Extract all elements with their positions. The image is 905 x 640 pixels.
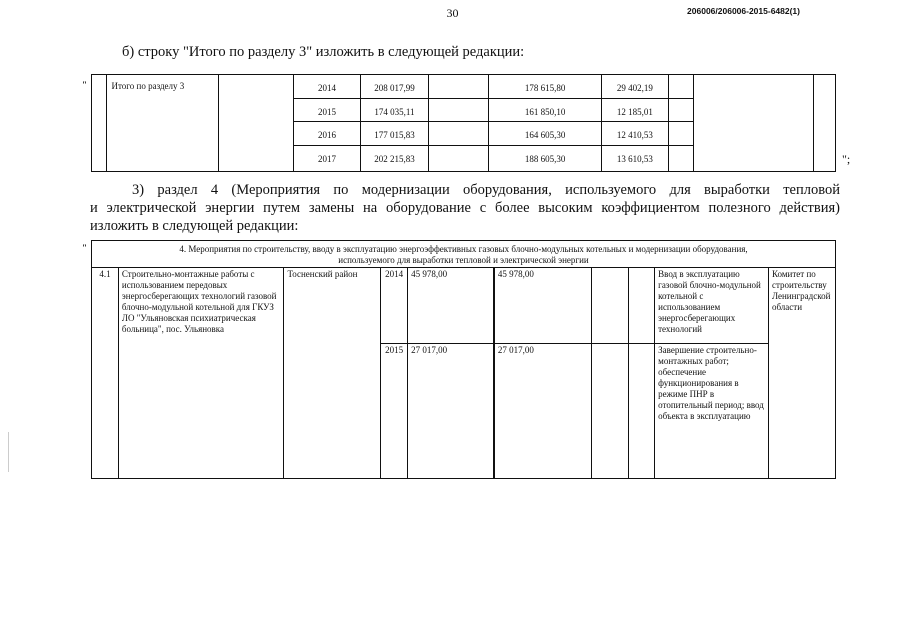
paragraph-line: изложить в следующей редакции: [90, 218, 299, 234]
total-cell: 27 017,00 [408, 344, 494, 479]
document-code: 206006/206006-2015-6482(1) [687, 6, 800, 16]
totals-table [91, 74, 836, 172]
item-executor: Комитет по строительству Ленинградской области [768, 268, 835, 479]
totals-label: Итого по разделу 3 [107, 75, 218, 172]
value-cell: 12 185,01 [602, 99, 669, 122]
table-row [92, 241, 836, 268]
section-table [91, 240, 836, 479]
table-cell [218, 75, 293, 172]
table-cell [668, 99, 693, 122]
year-cell: 2016 [294, 122, 360, 146]
year-cell: 2015 [381, 344, 408, 479]
table-cell [668, 75, 693, 99]
value-cell: 164 605,30 [489, 122, 602, 146]
value-cell: 178 615,80 [489, 75, 602, 99]
table-row [92, 75, 836, 99]
total-cell: 202 215,83 [360, 146, 429, 172]
total-cell: 208 017,99 [360, 75, 429, 99]
section-header-line: 4. Мероприятия по строительству, вводу в эксплуатацию энергоэффективных газовых блочно-модульных котельных и модернизации оборудования, [179, 244, 748, 254]
result-cell: Завершение строительно-монтажных работ; обеспечение функционирования в режиме ПНР в отопительный период; ввод объекта в эксплуатацию [655, 344, 769, 479]
table-cell [592, 268, 629, 344]
result-cell: Ввод в эксплуатацию газовой блочно-модульной котельной с использованием энергосберегающих технологий [655, 268, 769, 344]
scan-margin-mark [8, 432, 9, 472]
table-cell [693, 75, 813, 172]
value-cell: 29 402,19 [602, 75, 669, 99]
item-description: Строительно-монтажные работы с использованием передовых энергосберегающих технологий газовой блочно-модульной котельной для ГКУЗ ЛО "Ульяновская психиатрическая больница", пос. Ульяновка [118, 268, 284, 479]
table-cell [668, 122, 693, 146]
close-quote: "; [842, 152, 851, 166]
body-paragraph [90, 181, 840, 235]
paragraph-line: и электрической энергии путем замены на оборудование с более высоким коэффициентом полезного действия) [90, 200, 840, 216]
total-cell: 177 015,83 [360, 122, 429, 146]
table-cell [429, 122, 489, 146]
item-district: Тосненский район [284, 268, 381, 479]
paragraph-line: 3) раздел 4 (Мероприятия по модернизации оборудования, используемого для выработки тепловой [132, 182, 840, 198]
table-cell [629, 344, 655, 479]
total-cell: 45 978,00 [408, 268, 494, 344]
regional-cell: 27 017,00 [494, 344, 592, 479]
year-cell: 2014 [381, 268, 408, 344]
value-cell: 161 850,10 [489, 99, 602, 122]
table-cell [429, 99, 489, 122]
table-cell [813, 75, 835, 172]
open-quote: " [82, 80, 87, 90]
table-cell [668, 146, 693, 172]
table-cell [429, 75, 489, 99]
year-cell: 2017 [294, 146, 360, 172]
open-quote: " [82, 243, 87, 253]
section-header-line: используемого для выработки тепловой и электрической энергии [338, 255, 589, 265]
item-number: 4.1 [92, 268, 119, 479]
year-cell: 2014 [294, 75, 360, 99]
value-cell: 188 605,30 [489, 146, 602, 172]
table-cell [429, 146, 489, 172]
value-cell: 13 610,53 [602, 146, 669, 172]
page-number: 30 [446, 6, 459, 20]
intro-line: б) строку "Итого по разделу 3" изложить в следующей редакции: [122, 44, 525, 60]
year-cell: 2015 [294, 99, 360, 122]
section-header [92, 241, 836, 268]
table-cell [629, 268, 655, 344]
table-cell [592, 344, 629, 479]
regional-cell: 45 978,00 [494, 268, 592, 344]
total-cell: 174 035,11 [360, 99, 429, 122]
table-row [92, 268, 836, 344]
table-cell [92, 75, 107, 172]
value-cell: 12 410,53 [602, 122, 669, 146]
